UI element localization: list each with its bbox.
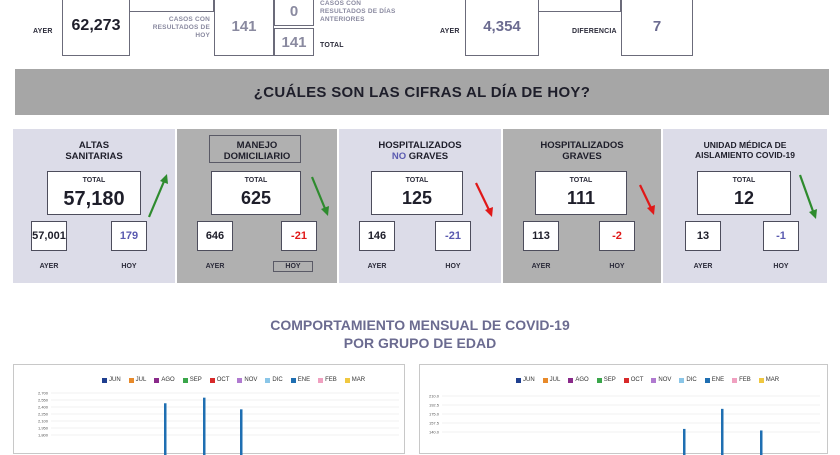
diferencia-box xyxy=(621,0,693,56)
legend-label: JUN xyxy=(109,377,121,383)
hoy-label: HOY xyxy=(773,263,789,270)
legend-label: JUL xyxy=(135,377,147,383)
casos-hoy-box xyxy=(214,0,274,56)
card-title-line2 xyxy=(339,151,501,162)
chart-panel-left xyxy=(13,364,405,454)
y-tick-label: 1,950 xyxy=(37,425,48,431)
ayer-value: 113 xyxy=(523,221,559,251)
ayer-label-2: AYER xyxy=(440,28,460,35)
legend-label: FEB xyxy=(739,377,751,383)
bar xyxy=(164,403,167,455)
diferencia-value: 7 xyxy=(652,18,662,35)
legend-label: MAR xyxy=(765,377,780,383)
section-title-line2: POR GRUPO DE EDAD xyxy=(343,334,497,351)
card-title xyxy=(177,140,337,163)
card-title-line1: HOSPITALIZADOS xyxy=(378,140,462,151)
total-label: TOTAL xyxy=(732,177,756,184)
ayer-label-1: AYER xyxy=(33,28,53,35)
y-tick-label: 175.0 xyxy=(428,411,439,417)
hoy-label: HOY xyxy=(121,263,137,270)
chart-plot-area xyxy=(420,365,829,455)
legend-label: JUN xyxy=(523,377,535,383)
y-tick-label: 2,400 xyxy=(37,404,48,410)
banner-title: ¿CUÁLES SON LAS CIFRAS AL DÍA DE HOY? xyxy=(253,83,591,101)
legend-label: OCT xyxy=(216,377,230,383)
casos-anteriores-value: 0 xyxy=(289,3,299,20)
trend-up-arrow-icon xyxy=(145,173,171,221)
y-tick-label: 192.5 xyxy=(428,402,439,408)
legend-label: AGO xyxy=(575,377,589,383)
y-tick-label: 2,100 xyxy=(37,418,48,424)
graves-text: GRAVES xyxy=(406,151,449,163)
legend-label: SEP xyxy=(603,377,616,383)
chart-plot-area xyxy=(14,365,406,455)
total-value: 111 xyxy=(566,188,596,208)
card-title-line2: DOMICILIARIO xyxy=(223,151,291,163)
card-title xyxy=(663,140,827,160)
ayer-label: AYER xyxy=(39,263,59,270)
card-hospitalizados-no-graves xyxy=(339,129,501,283)
casos-hoy-value: 141 xyxy=(231,18,257,35)
y-tick-label: 2,550 xyxy=(37,397,48,403)
total-box xyxy=(697,171,791,215)
card-hospitalizados-graves xyxy=(503,129,661,283)
ayer-value-1: 62,273 xyxy=(71,17,121,34)
ayer-box-2 xyxy=(465,0,539,56)
total-box xyxy=(274,28,314,56)
diferencia-label: DIFERENCIA xyxy=(572,28,617,35)
trend-down-arrow-icon xyxy=(797,171,819,221)
hoy-value: -1 xyxy=(763,221,799,251)
total-box xyxy=(211,171,301,215)
total-value: 125 xyxy=(401,188,433,208)
bar xyxy=(203,398,206,455)
chart-panel-right xyxy=(419,364,828,454)
card-title-line2: AISLAMIENTO COVID-19 xyxy=(695,150,795,161)
trend-down-arrow-icon xyxy=(637,181,657,217)
total-value: 12 xyxy=(733,188,755,208)
card-title xyxy=(503,140,661,163)
bar xyxy=(721,409,724,455)
card-title-line2: GRAVES xyxy=(562,151,602,163)
ayer-value: 646 xyxy=(197,221,233,251)
hoy-value: -21 xyxy=(435,221,471,251)
y-tick-label: 2,700 xyxy=(37,390,48,396)
section-title-line1: COMPORTAMIENTO MENSUAL DE COVID-19 xyxy=(270,317,570,333)
legend-label: ENE xyxy=(711,377,725,383)
hoy-value: 179 xyxy=(111,221,147,251)
total-box xyxy=(371,171,463,215)
card-title-line1: MANEJO xyxy=(236,140,278,151)
legend-label: NOV xyxy=(244,377,258,383)
section-banner xyxy=(15,69,829,115)
total-label: TOTAL xyxy=(405,177,429,184)
bar xyxy=(760,430,763,455)
ayer-value: 13 xyxy=(685,221,721,251)
legend-label: SEP xyxy=(189,377,202,383)
ayer-label: AYER xyxy=(205,263,225,270)
ayer-label: AYER xyxy=(531,263,551,270)
ayer-box-1 xyxy=(62,0,130,56)
y-tick-label: 157.5 xyxy=(428,420,439,426)
legend-label: ENE xyxy=(297,377,311,383)
card-title-line1: ALTAS xyxy=(78,140,110,151)
total-box xyxy=(535,171,627,215)
no-emphasis: NO xyxy=(391,151,407,163)
total-value: 141 xyxy=(281,34,307,51)
y-tick-label: 1,800 xyxy=(37,432,48,438)
total-box xyxy=(47,171,141,215)
total-value: 625 xyxy=(240,188,272,208)
ayer-value: 57,001 xyxy=(31,221,67,251)
y-tick-label: 140.0 xyxy=(428,429,439,435)
casos-hoy-header xyxy=(130,0,214,12)
total-label: TOTAL xyxy=(320,42,344,49)
trend-down-arrow-icon xyxy=(309,173,331,217)
total-label: TOTAL xyxy=(244,177,268,184)
ayer-label: AYER xyxy=(367,263,387,270)
card-title xyxy=(339,140,501,163)
ayer-value-2: 4,354 xyxy=(483,18,521,35)
bar xyxy=(240,409,243,455)
ayer-label: AYER xyxy=(693,263,713,270)
total-label: TOTAL xyxy=(569,177,593,184)
legend-label: DIC xyxy=(272,377,283,383)
hoy-label: HOY xyxy=(609,263,625,270)
trend-down-arrow-icon xyxy=(473,179,495,219)
diferencia-header xyxy=(539,0,621,12)
legend-label: JUL xyxy=(549,377,561,383)
card-title xyxy=(13,140,175,163)
total-value: 57,180 xyxy=(63,188,125,210)
hoy-label: HOY xyxy=(273,261,313,272)
hoy-value: -2 xyxy=(599,221,635,251)
casos-anteriores-label: CASOS CON RESULTADOS DE DÍAS ANTERIORES xyxy=(320,0,396,23)
casos-anteriores-box xyxy=(274,0,314,26)
card-title-line2: SANITARIAS xyxy=(65,151,123,163)
legend-label: MAR xyxy=(351,377,366,383)
y-tick-label: 210.0 xyxy=(428,393,439,399)
legend-label: AGO xyxy=(161,377,175,383)
casos-hoy-label: CASOS CON RESULTADOS DE HOY xyxy=(152,16,210,39)
legend-label: OCT xyxy=(630,377,644,383)
y-tick-label: 2,250 xyxy=(37,411,48,417)
card-manejo-domiciliario xyxy=(177,129,337,283)
legend-label: FEB xyxy=(325,377,337,383)
hoy-value: -21 xyxy=(281,221,317,251)
ayer-value: 146 xyxy=(359,221,395,251)
total-label: TOTAL xyxy=(82,177,106,184)
card-title-line1: HOSPITALIZADOS xyxy=(540,140,624,151)
card-altas-sanitarias xyxy=(13,129,175,283)
section-title xyxy=(0,317,840,352)
legend-label: NOV xyxy=(658,377,672,383)
hoy-label: HOY xyxy=(445,263,461,270)
legend-label: DIC xyxy=(686,377,697,383)
bar xyxy=(683,429,686,455)
card-unidad-medica-aislamiento xyxy=(663,129,827,283)
card-title-line1: UNIDAD MÉDICA DE xyxy=(703,140,787,150)
